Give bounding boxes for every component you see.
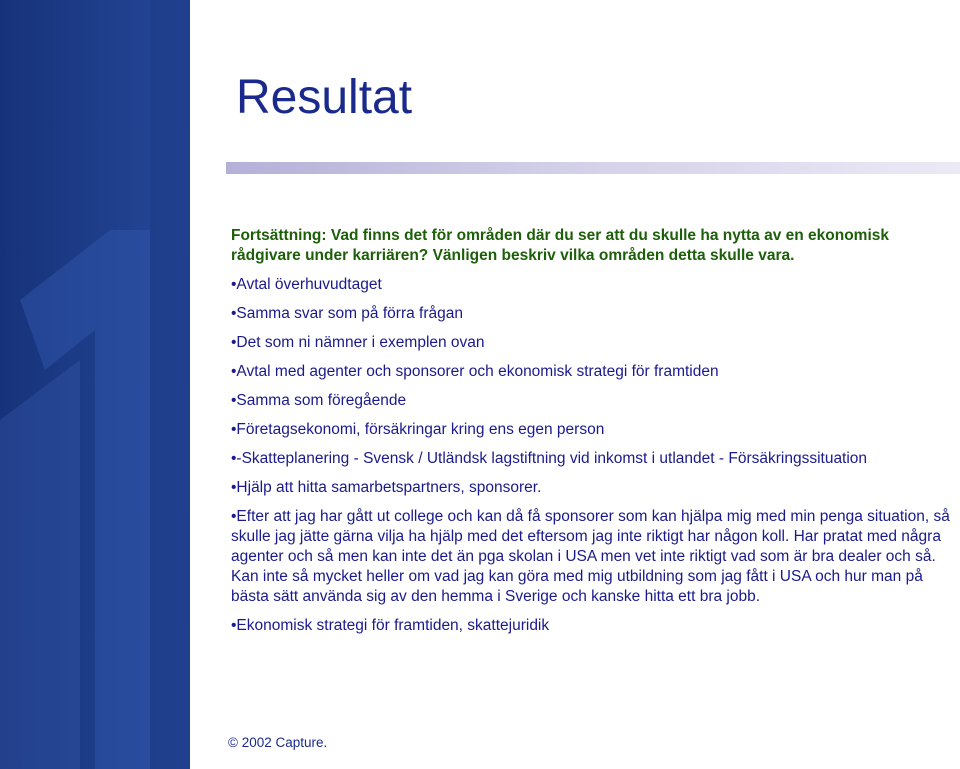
list-item: •Avtal överhuvudtaget — [231, 276, 382, 293]
copyright-footer: © 2002 Capture. — [228, 735, 328, 750]
list-item: •Efter att jag har gått ut college och kan då få sponsorer som kan hjälpa mig med min penga situation, så skulle jag jätte gärna vilja ha hjälp med det eftersom jag inte riktigt har någon koll. Har pratat med några agenter och så men kan inte det än pga skolan i USA men vet inte riktigt vad som är bra dealer och så. Kan inte så mycket heller om vad jag kan göra med mig utbildning som jag fått i USA och hur man på bästa sätt använda sig av den hemma i Sverige och kanske hitta ett bra jobb. — [231, 508, 950, 605]
list-item: •Företagsekonomi, försäkringar kring ens egen person — [231, 421, 605, 438]
list-item: •Samma svar som på förra frågan — [231, 305, 463, 322]
list-item: •Hjälp att hitta samarbetspartners, sponsorer. — [231, 479, 542, 496]
logo-watermark-icon — [0, 0, 190, 769]
title-divider — [226, 162, 960, 174]
question-text: Fortsättning: Vad finns det för områden där du ser att du skulle ha nytta av en ekonomisk rådgivare under karriären? Vänligen beskriv vilka områden detta skulle vara. — [231, 227, 890, 264]
list-item: •Ekonomisk strategi för framtiden, skattejuridik — [231, 617, 550, 634]
list-item: •-Skatteplanering - Svensk / Utländsk lagstiftning vid inkomst i utlandet - Försäkringssituation — [231, 450, 868, 467]
list-item: •Det som ni nämner i exemplen ovan — [231, 334, 485, 351]
slide-title: Resultat — [236, 71, 413, 124]
sidebar-decoration — [0, 0, 190, 769]
list-item: •Avtal med agenter och sponsorer och ekonomisk strategi för framtiden — [231, 363, 719, 380]
slide-content — [231, 226, 956, 636]
answer-list — [231, 275, 956, 636]
list-item: •Samma som föregående — [231, 392, 407, 409]
